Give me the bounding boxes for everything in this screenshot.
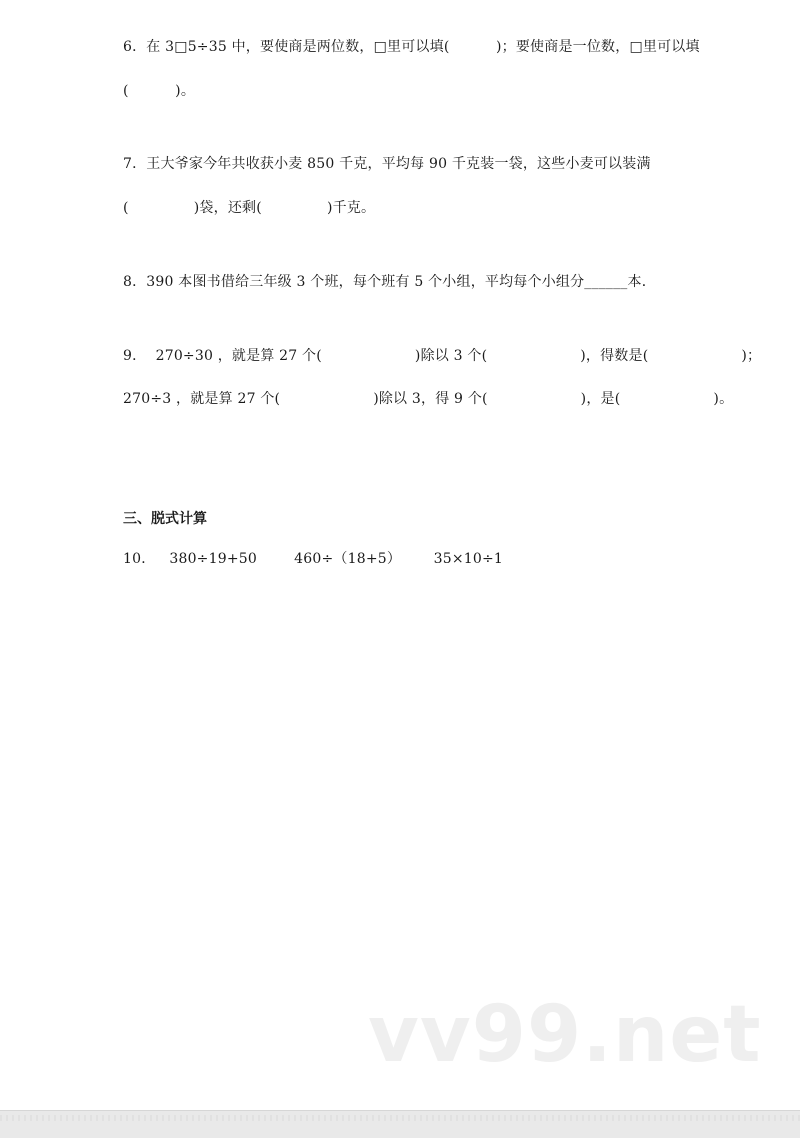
question-8-line-1: 8．390 本图书借给三年级 3 个班，每个班有 5 个小组，平均每个小组分______本． xyxy=(123,274,656,290)
viewer-bottom-bar xyxy=(0,1110,800,1138)
watermark-text: vv99.net xyxy=(368,990,762,1080)
question-7-line-1: 7．王大爷家今年共收获小麦 850 千克，平均每 90 千克装一袋，这些小麦可以装满 xyxy=(123,156,651,172)
question-6-line-1: 6．在 3□5÷35 中，要使商是两位数，□里可以填( )；要使商是一位数，□里可以填 xyxy=(123,39,700,55)
question-6-line-2: ( )。 xyxy=(123,83,196,99)
question-7-line-2: ( )袋，还剩( )千克。 xyxy=(123,200,376,216)
question-10-line-1: 10． 380÷19+50 460÷（18+5） 35×10÷1 xyxy=(123,551,504,567)
question-9-line-1: 9． 270÷30 ，就是算 27 个( )除以 3 个( )，得数是( )； xyxy=(123,348,762,364)
viewer-bottom-bar-texture xyxy=(0,1115,800,1121)
section-3-heading: 三、脱式计算 xyxy=(123,511,207,527)
question-9-line-2: 270÷3 ，就是算 27 个( )除以 3，得 9 个( )，是( )。 xyxy=(123,391,734,407)
